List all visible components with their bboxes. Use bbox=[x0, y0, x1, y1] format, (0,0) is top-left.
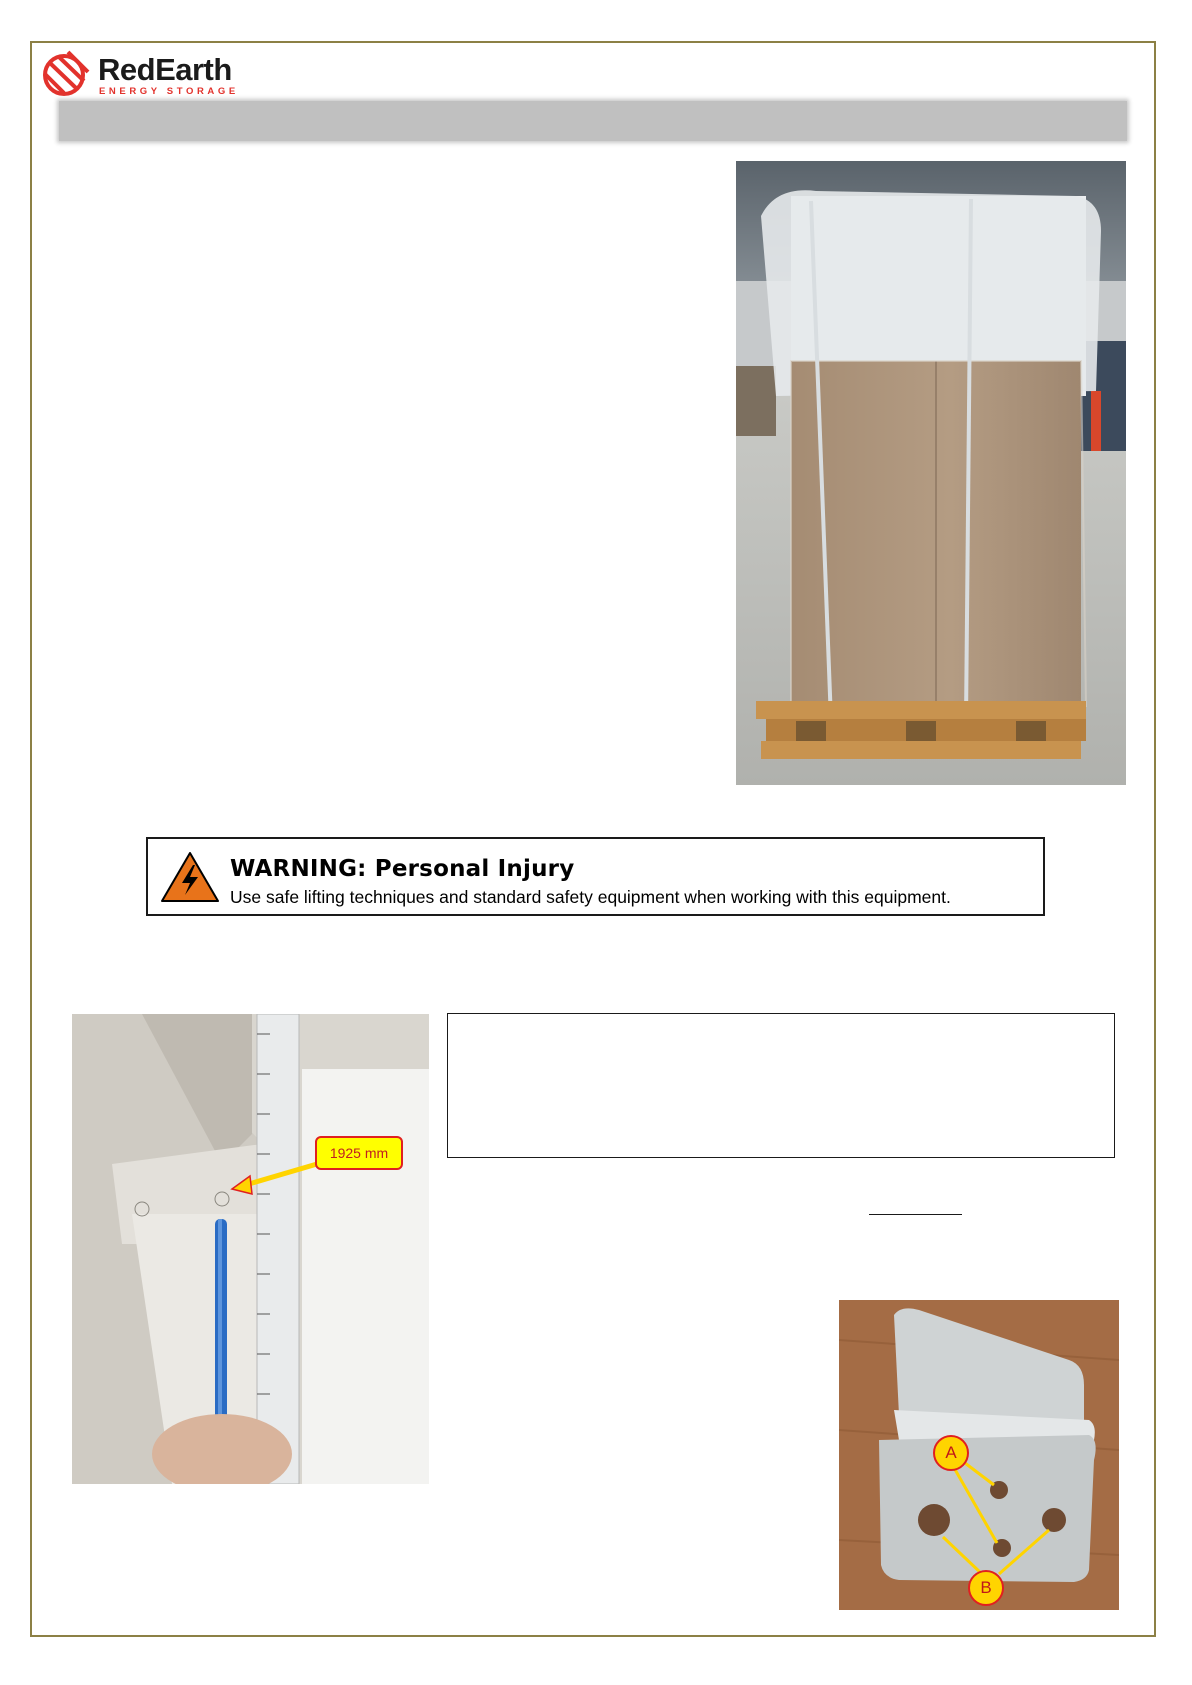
underline-rule bbox=[869, 1214, 962, 1215]
mounting-height-photo bbox=[72, 1014, 429, 1484]
logo bbox=[40, 48, 240, 98]
note-box bbox=[447, 1013, 1115, 1158]
logo-tagline: ENERGY STORAGE bbox=[99, 86, 239, 97]
warning-title: WARNING: Personal Injury bbox=[230, 856, 575, 882]
redearth-logo-icon bbox=[40, 48, 92, 98]
header-bar bbox=[59, 101, 1127, 141]
dimension-label: 1925 mm bbox=[315, 1136, 403, 1170]
warning-box bbox=[146, 837, 1045, 916]
callout-a: A bbox=[933, 1435, 969, 1471]
wall-bracket-photo bbox=[839, 1300, 1119, 1610]
warning-text: Use safe lifting techniques and standard safety equipment when working with this equipment. bbox=[230, 887, 951, 907]
logo-wordmark: RedEarth bbox=[98, 52, 232, 87]
callout-b: B bbox=[968, 1570, 1004, 1606]
packaged-pallet-photo bbox=[736, 161, 1126, 785]
electrical-hazard-icon bbox=[160, 851, 220, 903]
